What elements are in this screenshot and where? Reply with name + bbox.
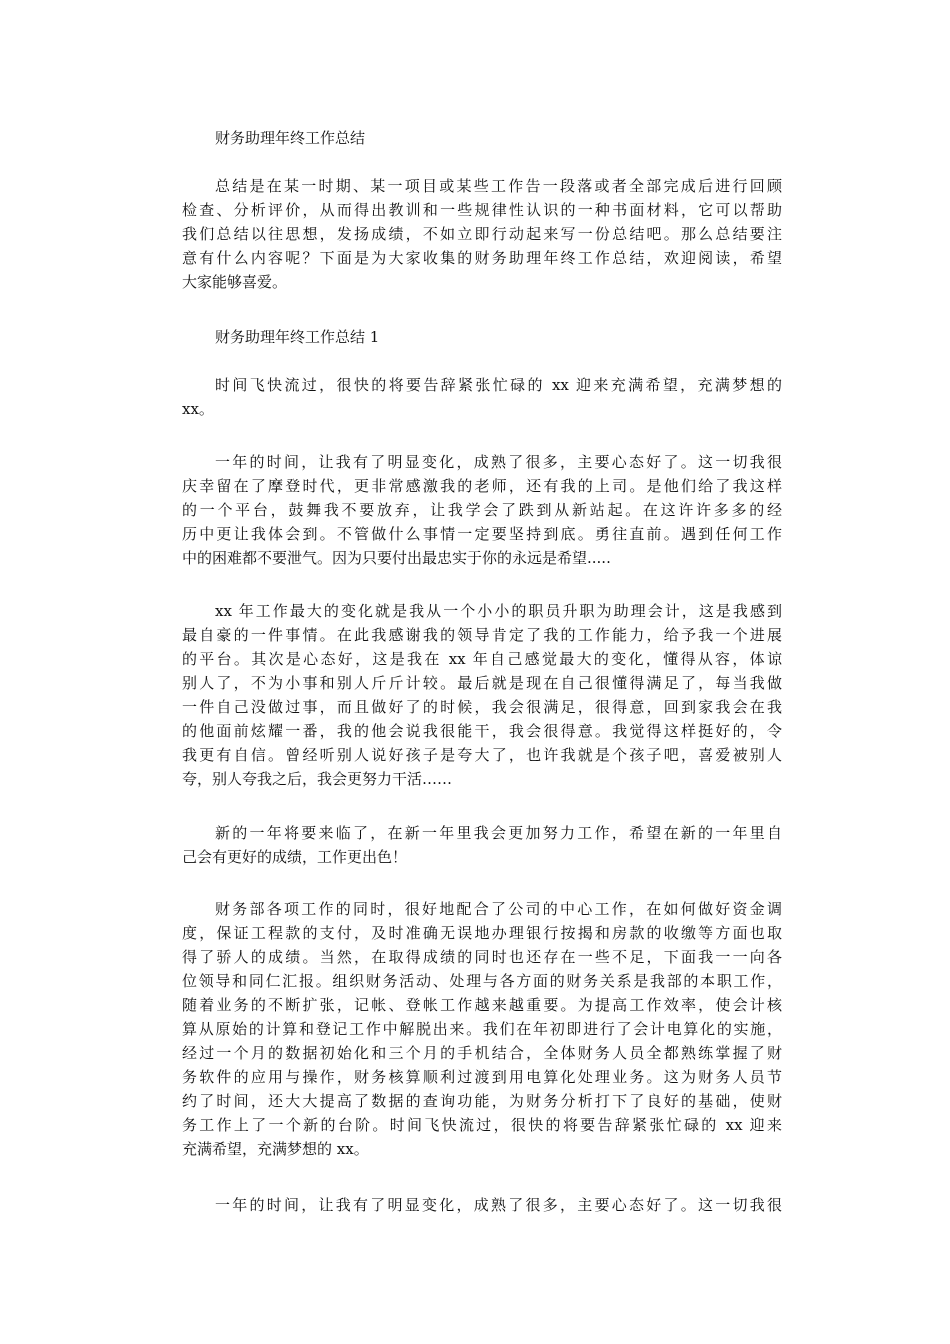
intro-paragraph [182, 174, 782, 294]
paragraph-line: 算从原始的计算和登记工作中解脱出来。我们在年初即进行了会计电算化的实施， [182, 1020, 782, 1038]
paragraph-line: 一件自己没做过事，而且做好了的时候，我会很满足，很得意，回到家我会在我 [182, 698, 782, 716]
paragraph-5 [182, 897, 782, 1161]
paragraph-line: 充满希望，充满梦想的 xx。 [182, 1140, 369, 1158]
paragraph-line: 大家能够喜爱。 [182, 273, 288, 291]
paragraph-1 [182, 373, 782, 421]
paragraph-line: xx 年工作最大的变化就是我从一个小小的职员升职为助理会计，这是我感到 [215, 602, 782, 620]
paragraph-line: 夸，别人夸我之后，我会更努力干活…… [182, 770, 453, 788]
paragraph-line: 财务部各项工作的同时，很好地配合了公司的中心工作，在如何做好资金调 [215, 900, 782, 918]
paragraph-line: 的平台。其次是心态好，这是我在 xx 年自己感觉最大的变化，懂得从容，体谅 [182, 650, 782, 668]
paragraph-line: 别人了，不为小事和别人斤斤计较。最后就是现在自己很懂得满足了，每当我做 [182, 674, 782, 692]
paragraph-line: 己会有更好的成绩，工作更出色！ [182, 848, 408, 866]
paragraph-line: 我更有自信。曾经听别人说好孩子是夸大了，也许我就是个孩子吧，喜爱被别人 [182, 746, 782, 764]
paragraph-line: 位领导和同仁汇报。组织财务活动、处理与各方面的财务关系是我部的本职工作， [182, 972, 782, 990]
paragraph-line: 新的一年将要来临了，在新一年里我会更加努力工作，希望在新的一年里自 [215, 824, 782, 842]
paragraph-2 [182, 450, 782, 570]
paragraph-line: 的一个平台，鼓舞我不要放弃，让我学会了跌到从新站起。在这许许多多的经 [182, 501, 782, 519]
paragraph-line: 经过一个月的数据初始化和三个月的手机结合，全体财务人员全都熟练掌握了财 [182, 1044, 782, 1062]
paragraph-6 [182, 1193, 782, 1217]
paragraph-line: 一年的时间，让我有了明显变化，成熟了很多，主要心态好了。这一切我很 [215, 1196, 782, 1214]
paragraph-line: 得了骄人的成绩。当然，在取得成绩的同时也还存在一些不足，下面我一一向各 [182, 948, 782, 966]
paragraph-line: 的他面前炫耀一番，我的他会说我很能干，我会很得意。我觉得这样挺好的，令 [182, 722, 782, 740]
paragraph-line: 约了时间，还大大提高了数据的查询功能，为财务分析打下了良好的基础，使财 [182, 1092, 782, 1110]
paragraph-line: 庆幸留在了摩登时代，更非常感激我的老师，还有我的上司。是他们给了我这样 [182, 477, 782, 495]
paragraph-line: 时间飞快流过，很快的将要告辞紧张忙碌的 xx 迎来充满希望，充满梦想的 [215, 376, 782, 394]
paragraph-line: 务软件的应用与操作，财务核算顺利过渡到用电算化处理业务。这为财务人员节 [182, 1068, 782, 1086]
paragraph-line: 我们总结以往思想，发扬成绩，不如立即行动起来写一份总结吧。那么总结要注 [182, 225, 782, 243]
section-heading [182, 325, 782, 349]
paragraph-3 [182, 599, 782, 791]
paragraph-line: 务工作上了一个新的台阶。时间飞快流过，很快的将要告辞紧张忙碌的 xx 迎来 [182, 1116, 782, 1134]
paragraph-line: 检查、分析评价，从而得出教训和一些规律性认识的一种书面材料，它可以帮助 [182, 201, 782, 219]
paragraph-line: 意有什么内容呢？下面是为大家收集的财务助理年终工作总结，欢迎阅读，希望 [182, 249, 782, 267]
paragraph-4 [182, 821, 782, 869]
paragraph-line: 随着业务的不断扩张，记帐、登帐工作越来越重要。为提高工作效率，使会计核 [182, 996, 782, 1014]
paragraph-line: 中的困难都不要泄气。因为只要付出最忠实于你的永远是希望..... [182, 549, 611, 567]
paragraph-line: 总结是在某一时期、某一项目或某些工作告一段落或者全部完成后进行回顾 [215, 177, 782, 195]
paragraph-line: 一年的时间，让我有了明显变化，成熟了很多，主要心态好了。这一切我很 [215, 453, 782, 471]
paragraph-line: xx。 [182, 400, 214, 418]
paragraph-line: 度，保证工程款的支付，及时准确无误地办理银行按揭和房款的收缴等方面也取 [182, 924, 782, 942]
paragraph-line: 最自豪的一件事情。在此我感谢我的领导肯定了我的工作能力，给予我一个进展 [182, 626, 782, 644]
section-title: 财务助理年终工作总结 1 [215, 328, 380, 346]
paragraph-line: 历中更让我体会到。不管做什么事情一定要坚持到底。勇往直前。遇到任何工作 [182, 525, 782, 543]
document-title: 财务助理年终工作总结 [215, 129, 366, 147]
